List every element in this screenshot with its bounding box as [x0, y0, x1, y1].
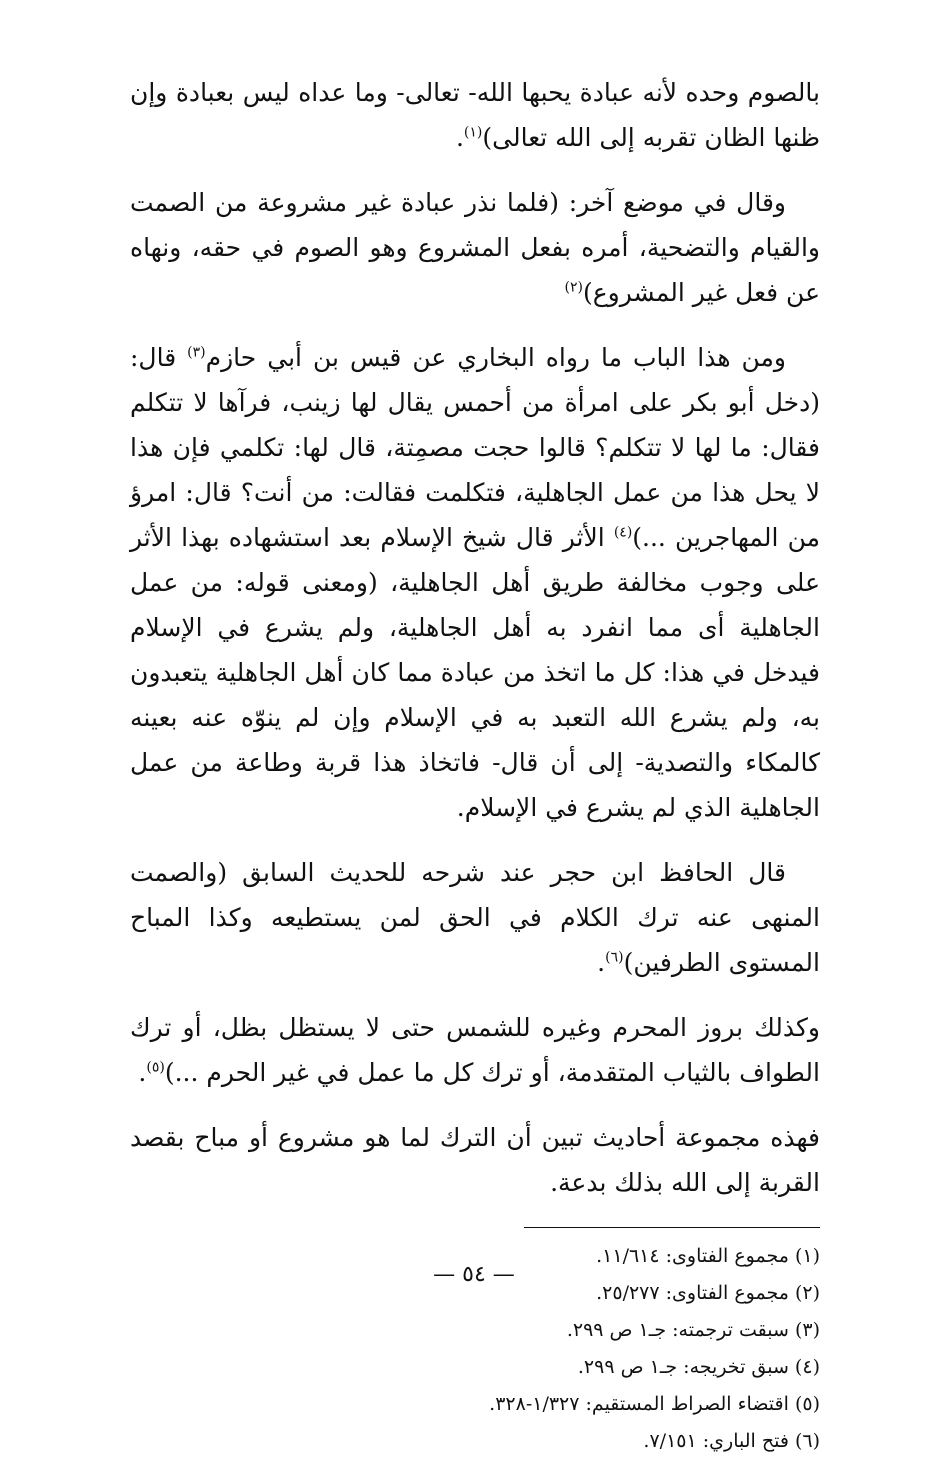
paragraph-5-text: وكذلك بروز المحرم وغيره للشمس حتى لا يستظل بظل، أو ترك الطواف بالثياب المتقدمة، أو ترك كل ما عمل في غير الحرم ...)	[130, 1013, 820, 1087]
paragraph-4	[130, 850, 820, 985]
footnote-ref-3: (٣)	[187, 344, 206, 361]
footnote-ref-1: (١)	[463, 124, 483, 141]
footnote-ref-2: (٢)	[564, 279, 583, 296]
paragraph-3	[130, 335, 820, 830]
footnote-3: (٣) سبقت ترجمته: جـ١ ص ٢٩٩.	[566, 1319, 820, 1341]
paragraph-2	[130, 180, 820, 315]
footnote-2: (٢) مجموع الفتاوى: ٢٥/٢٧٧.	[596, 1282, 820, 1304]
paragraph-1	[130, 70, 820, 160]
paragraph-5	[130, 1005, 820, 1095]
paragraph-2-text: وقال في موضع آخر: (فلما نذر عبادة غير مشروعة من الصمت والقيام والتضحية، أمره بفعل المشروع وهو الصوم في حقه، ونهاه عن فعل غير المشروع)	[130, 188, 820, 307]
page-number: — ٥٤ —	[433, 1262, 515, 1287]
paragraph-1-text: بالصوم وحده لأنه عبادة يحبها الله- تعالى- وما عداه ليس بعبادة وإن ظنها الظان تقربه إلى الله تعالى)	[130, 78, 820, 152]
paragraph-3-end: الأثر قال شيخ الإسلام بعد استشهاده بهذا الأثر على وجوب مخالفة طريق أهل الجاهلية، (ومعنى قوله: من عمل الجاهلية أى مما انفرد به أهل الجاهلية، ولم يشرع في الإسلام فيدخل في هذا: كل ما اتخذ من عبادة مما كان أهل الجاهلية يتعبدون به، ولم يشرع الله التعبد به في الإسلام وإن لم ينوّه عنه بعينه كالمكاء والتصدية- إلى أن قال- فاتخاذ هذا قربة وطاعة من عمل الجاهلية الذي لم يشرع في الإسلام.	[130, 523, 820, 822]
footnote-ref-6: (٦)	[605, 949, 624, 966]
footnote-ref-5: (٥)	[146, 1059, 165, 1076]
paragraph-6-text: فهذه مجموعة أحاديث تبين أن الترك لما هو مشروع أو مباح بقصد القربة إلى الله بذلك بدعة.	[130, 1123, 820, 1197]
footnote-5: (٥) اقتضاء الصراط المستقيم: ١/٣٢٧-٣٢٨.	[489, 1393, 820, 1415]
paragraph-3-text: ومن هذا الباب ما رواه البخاري عن قيس بن أبي حازم	[205, 343, 786, 372]
paragraph-1-end: .	[455, 123, 464, 152]
paragraph-5-end: .	[138, 1058, 147, 1087]
paragraph-4-text: قال الحافظ ابن حجر عند شرحه للحديث السابق (والصمت المنهى عنه ترك الكلام في الحق لمن يستطيعه وكذا المباح المستوى الطرفين)	[130, 858, 820, 977]
paragraph-4-end: .	[597, 948, 606, 977]
paragraph-3-middle: قال: (دخل أبو بكر على امرأة من أحمس يقال لها زينب، فرآها لا تتكلم فقال: ما لها لا تتكلم؟ قالوا حجت مصمِتة، قال لها: تكلمي فإن هذا لا يحل هذا من عمل الجاهلية، فتكلمت فقالت: من أنت؟ قال: امرؤ من المهاجرين ...)	[130, 343, 820, 552]
footnote-ref-4: (٤)	[613, 524, 633, 541]
paragraph-6	[130, 1115, 820, 1205]
footnote-separator	[524, 1227, 820, 1228]
footnote-4: (٤) سبق تخريجه: جـ١ ص ٢٩٩.	[577, 1356, 820, 1378]
footnote-1: (١) مجموع الفتاوى: ١١/٦١٤.	[596, 1245, 820, 1267]
footnote-6: (٦) فتح الباري: ٧/١٥١.	[643, 1430, 820, 1452]
